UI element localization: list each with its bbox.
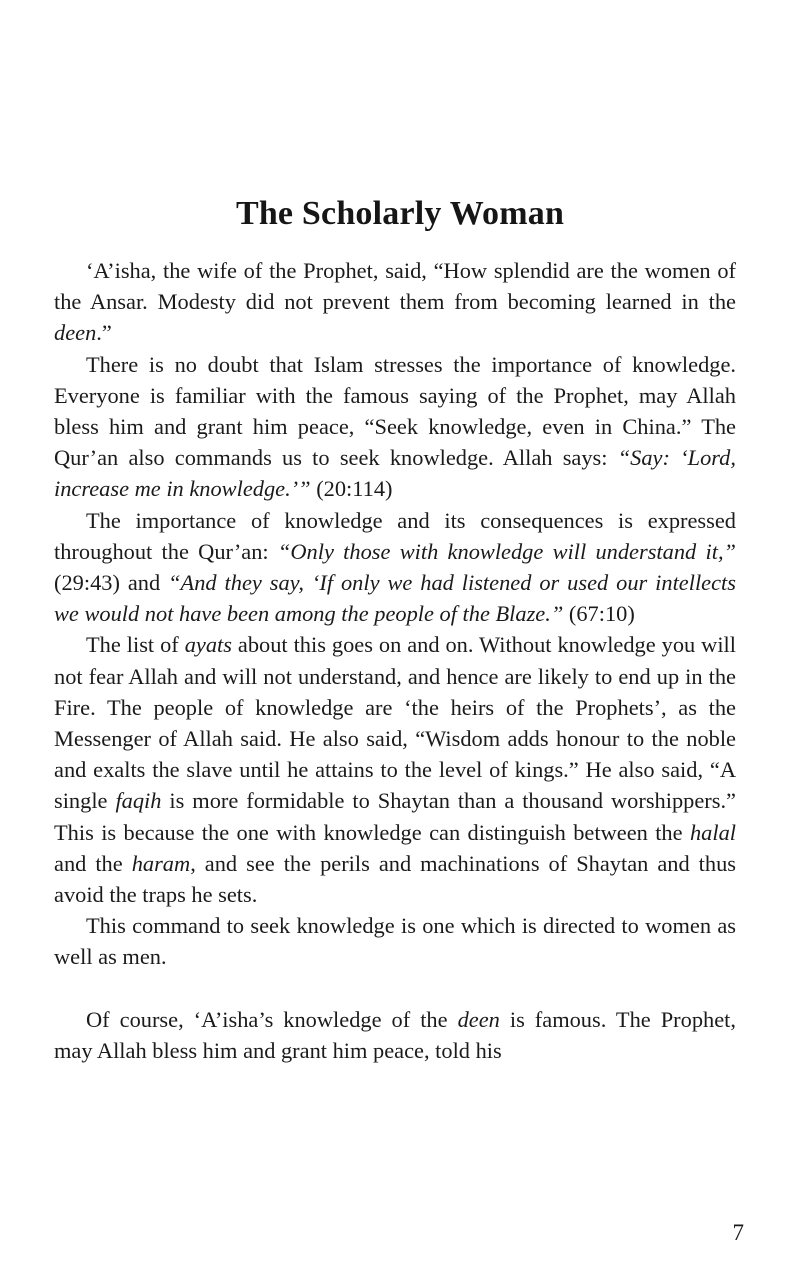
italic-phrase: deen	[54, 320, 97, 346]
text-run: , and see the perils and machinations of Shaytan and thus avoid the traps he sets.	[54, 850, 736, 908]
italic-phrase: faqih	[115, 788, 162, 814]
paragraph	[54, 349, 736, 505]
italic-phrase: “And they say, ‘If only we had listened or used our intellects we would not have been among the people of the Blaze.”	[54, 570, 736, 627]
text-run: There is no doubt that Islam stresses the importance of knowledge. Everyone is familiar with the famous saying of the Prophet, may Allah bless him and grant him peace, “Seek knowledge, even in China.” The Qur’an also commands us to seek knowledge. Allah says:	[54, 351, 736, 471]
text-run: (29:43) and	[54, 570, 169, 596]
paragraph	[54, 255, 736, 349]
italic-phrase: haram	[131, 850, 191, 876]
text-run: The list of	[86, 632, 185, 658]
text-run: is more formidable to Shaytan than a thousand worshippers.” This is because the one with knowledge can distinguish between the	[54, 788, 736, 845]
paragraph	[54, 505, 736, 630]
text-run: and the	[54, 850, 132, 876]
paragraph	[54, 629, 736, 910]
page-title: The Scholarly Woman	[235, 194, 565, 232]
body-text-column	[54, 255, 736, 1066]
italic-phrase: “Only those with knowledge will understand it,”	[277, 538, 736, 564]
text-run: (67:10)	[563, 601, 635, 627]
text-run: about this goes on and on. Without knowledge you will not fear Allah and will not understand, and hence are likely to end up in the Fire. The people of knowledge are ‘the heirs of the Prophets’, as the Messenger of Allah said. He also said, “Wisdom adds honour to the noble and exalts the slave until he attains to the level of kings.” He also said, “A single	[54, 632, 736, 814]
italic-phrase: halal	[689, 819, 736, 845]
text-run: ‘A’isha, the wife of the Prophet, said, “How splendid are the women of the Ansar. Modesty did not prevent them from becoming learned in the	[54, 258, 736, 315]
italic-phrase: ayats	[184, 632, 232, 658]
text-run: The importance of knowledge and its consequences is expressed throughout the Qur’an:	[54, 507, 736, 564]
paragraph	[54, 910, 736, 972]
text-run: is famous. The Prophet, may Allah bless him and grant him peace, told his	[54, 1006, 736, 1063]
text-run: This command to seek knowledge is one which is directed to women as well as men.	[54, 913, 736, 970]
text-run: (20:114)	[310, 476, 393, 502]
text-run: .”	[96, 320, 112, 346]
text-run: Of course, ‘A’isha’s knowledge of the	[86, 1006, 458, 1032]
italic-phrase: deen	[457, 1006, 500, 1032]
page-number: 7	[732, 1220, 744, 1245]
paragraph	[54, 1004, 736, 1066]
italic-phrase: “Say: ‘Lord, increase me in knowledge.’”	[54, 445, 736, 502]
